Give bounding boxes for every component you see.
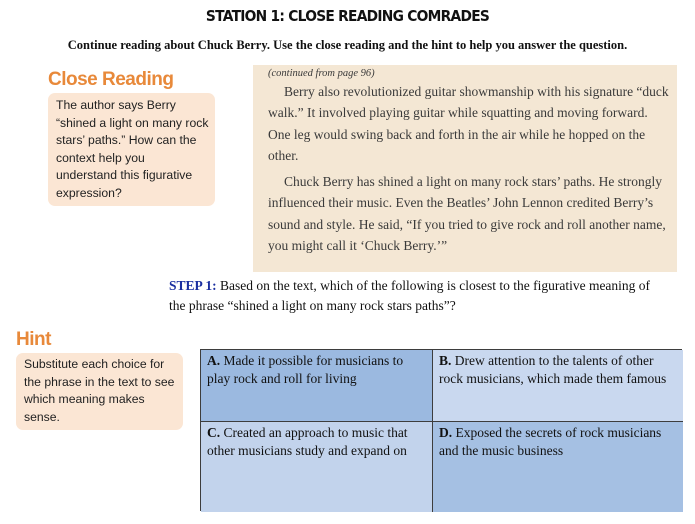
step-label: STEP 1: [169, 278, 217, 293]
page-title: STATION 1: CLOSE READING COMRADES [205, 7, 490, 25]
instructions: Continue reading about Chuck Berry. Use the close reading and the hint to help you answer the question. [67, 38, 628, 52]
close-reading-callout: The author says Berry “shined a light on many rock stars’ paths.” How can the context help you understand this figurative expression? [48, 93, 215, 206]
choice-c-text: Created an approach to music that other musicians study and expand on [207, 425, 408, 458]
hint-heading: Hint [16, 329, 51, 350]
choice-b[interactable] [433, 350, 683, 422]
choice-c[interactable] [201, 422, 433, 512]
choice-d-text: Exposed the secrets of rock musicians and the music business [439, 425, 662, 458]
choice-d[interactable] [433, 422, 683, 512]
step-question [169, 276, 669, 316]
reading-passage [253, 65, 677, 272]
hint-callout: Substitute each choice for the phrase in the text to see which meaning makes sense. [16, 353, 183, 430]
choice-c-letter: C. [207, 425, 221, 440]
answer-choices-table [200, 349, 682, 511]
choice-a[interactable] [201, 350, 433, 422]
choice-a-letter: A. [207, 353, 221, 368]
choice-b-letter: B. [439, 353, 452, 368]
choice-d-letter: D. [439, 425, 453, 440]
continued-note: (continued from page 96) [268, 68, 375, 79]
choice-b-text: Drew attention to the talents of other rock musicians, which made them famous [439, 353, 667, 386]
passage-paragraph-1: Berry also revolutionized guitar showmanship with his signature “duck walk.” It involved playing guitar while squatting and moving forward. One leg would swing back and forth in the air while he hopped on the other. [268, 84, 669, 163]
choice-a-text: Made it possible for musicians to play rock and roll for living [207, 353, 404, 386]
passage-paragraph-2: Chuck Berry has shined a light on many rock stars’ paths. He strongly influenced their music. Even the Beatles’ John Lennon credited Berry’s sound and style. He said, “If you tried to give rock and roll another name, you might call it ‘Chuck Berry.’” [268, 174, 666, 254]
close-reading-heading: Close Reading [48, 69, 174, 90]
step-question-text: Based on the text, which of the following is closest to the figurative meaning of the phrase “shined a light on many rock stars paths”? [169, 278, 651, 313]
